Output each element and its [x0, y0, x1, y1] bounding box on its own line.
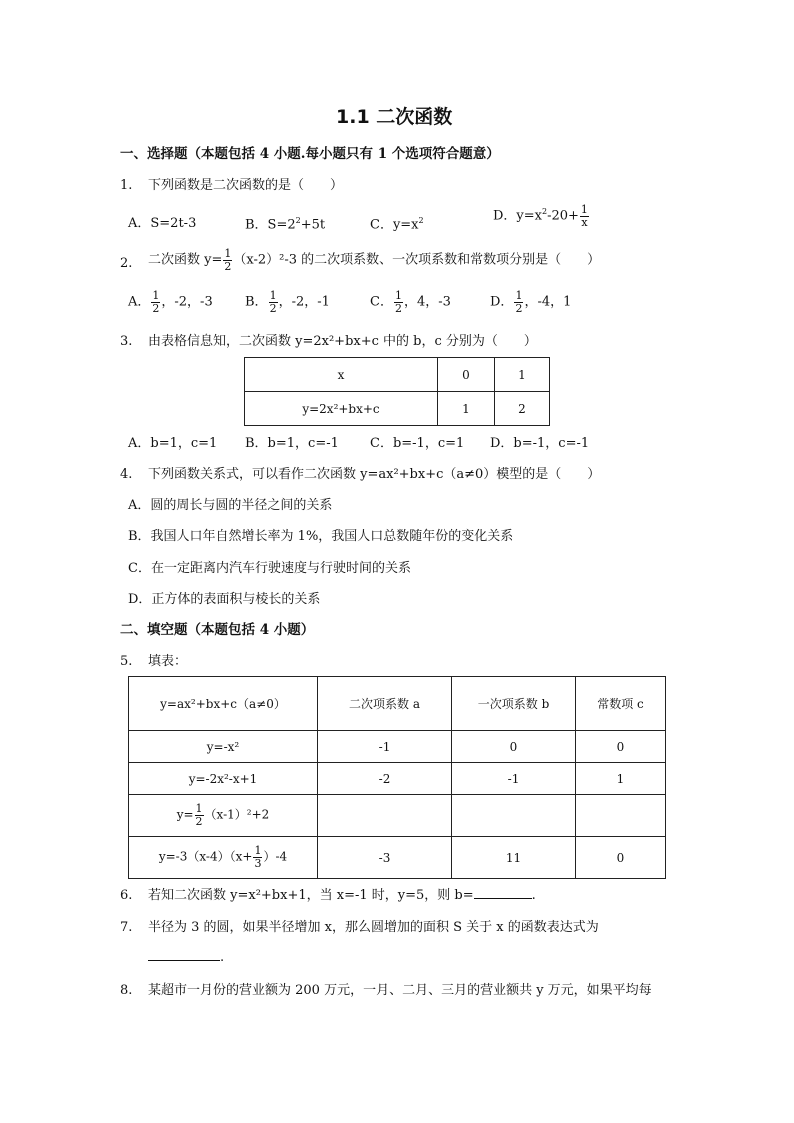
fraction: $\frac{1}{2}$: [224, 247, 232, 273]
q2-option-c: C． $\frac{1}{2}$ ，4，-3: [370, 289, 451, 315]
q3-option-d: D．b=-1，c=-1: [490, 436, 590, 451]
q2-text: 二次函数 y= $\frac{1}{2}$ （x-2）²-3 的二次项系数、一次项系数和常数项分别是（ ）: [148, 247, 601, 273]
section-heading-fill: 二、填空题（本题包括 4 小题）: [120, 622, 315, 638]
q5-table: [128, 676, 666, 879]
q1-option-b: B．$S=2^2+5t$: [245, 216, 326, 233]
q7-text: 半径为 3 的圆，如果半径增加 x，那么圆增加的面积 S 关于 x 的函数表达式为: [148, 920, 599, 935]
q2-option-b: B． $\frac{1}{2}$ ，-2，-1: [245, 289, 330, 315]
table-cell: y=-3（x-4）（x+ $\frac{1}{3}$ ）-4: [129, 837, 318, 879]
q1-text: 下列函数是二次函数的是（ ）: [148, 178, 344, 193]
table-cell: y= $\frac{1}{2}$ （x-1）²+2: [129, 795, 318, 837]
table-cell[interactable]: [452, 795, 576, 837]
q5-number: 5.: [120, 654, 133, 669]
q4-option-c: C．在一定距离内汽车行驶速度与行驶时间的关系: [128, 561, 411, 576]
q3-text: 由表格信息知，二次函数 y=2x²+bx+c 中的 b，c 分别为（ ）: [148, 334, 537, 349]
table-header-cell: 一次项系数 b: [452, 677, 576, 731]
table-cell: 0: [452, 731, 576, 763]
table-cell: x: [245, 358, 438, 392]
page-title: 1.1 二次函数: [336, 106, 453, 128]
table-cell: 1: [438, 392, 495, 426]
q6-text: 若知二次函数 y=x²+bx+1，当 x=-1 时，y=5，则 b= .: [148, 888, 536, 903]
q1-option-d: D．$y=x^2-20+$ $\frac{1}{x}$: [493, 203, 588, 229]
table-cell: y=-x²: [129, 731, 318, 763]
table-cell: 1: [576, 763, 666, 795]
table-header-cell: y=ax²+bx+c（a≠0）: [129, 677, 318, 731]
q2-option-a: A． $\frac{1}{2}$ ，-2，-3: [128, 289, 213, 315]
table-cell[interactable]: [318, 795, 452, 837]
table-cell: 0: [576, 731, 666, 763]
table-cell: 0: [576, 837, 666, 879]
table-row: [129, 731, 666, 763]
section-heading-choice: 一、选择题（本题包括 4 小题.每小题只有 1 个选项符合题意）: [120, 146, 500, 162]
q1-option-a: A．S=2t-3: [128, 216, 197, 231]
table-cell: 1: [495, 358, 550, 392]
table-row: [129, 763, 666, 795]
q6-number: 6.: [120, 888, 133, 903]
q4-option-d: D．正方体的表面积与棱长的关系: [128, 592, 321, 607]
table-cell: 0: [438, 358, 495, 392]
q5-text: 填表：: [148, 654, 188, 669]
table-row: [245, 358, 550, 392]
q1-number: 1.: [120, 178, 133, 193]
q3-option-c: C．b=-1，c=1: [370, 436, 465, 451]
q3-option-a: A．b=1，c=1: [128, 436, 218, 451]
table-cell: y=2x²+bx+c: [245, 392, 438, 426]
answer-blank[interactable]: [474, 898, 532, 899]
q3-number: 3.: [120, 334, 133, 349]
q2-option-d: D． $\frac{1}{2}$ ，-4，1: [490, 289, 572, 315]
fraction: $\frac{1}{x}$: [580, 203, 588, 229]
q3-option-b: B．b=1，c=-1: [245, 436, 339, 451]
table-cell: -1: [318, 731, 452, 763]
q4-option-b: B．我国人口年自然增长率为 1%，我国人口总数随年份的变化关系: [128, 529, 514, 544]
q3-table: [244, 357, 550, 426]
table-cell: 11: [452, 837, 576, 879]
table-cell: -2: [318, 763, 452, 795]
table-cell[interactable]: [576, 795, 666, 837]
table-row: [129, 837, 666, 879]
q7-answer-line: .: [148, 950, 224, 966]
table-row: [245, 392, 550, 426]
table-cell: -1: [452, 763, 576, 795]
q8-number: 8.: [120, 983, 133, 998]
q4-option-a: A．圆的周长与圆的半径之间的关系: [128, 498, 333, 513]
table-cell: y=-2x²-x+1: [129, 763, 318, 795]
table-header-cell: 二次项系数 a: [318, 677, 452, 731]
table-row: [129, 795, 666, 837]
table-row: [129, 677, 666, 731]
table-cell: -3: [318, 837, 452, 879]
q8-text: 某超市一月份的营业额为 200 万元，一月、二月、三月的营业额共 y 万元，如果平均每: [148, 983, 652, 998]
answer-blank[interactable]: [148, 960, 220, 961]
table-header-cell: 常数项 c: [576, 677, 666, 731]
q4-number: 4.: [120, 467, 133, 482]
q2-number: 2.: [120, 256, 133, 271]
table-cell: 2: [495, 392, 550, 426]
q1-option-c: C．$y=x^2$: [370, 216, 424, 233]
q7-number: 7.: [120, 920, 133, 935]
q4-text: 下列函数关系式，可以看作二次函数 y=ax²+bx+c（a≠0）模型的是（ ）: [148, 467, 601, 482]
